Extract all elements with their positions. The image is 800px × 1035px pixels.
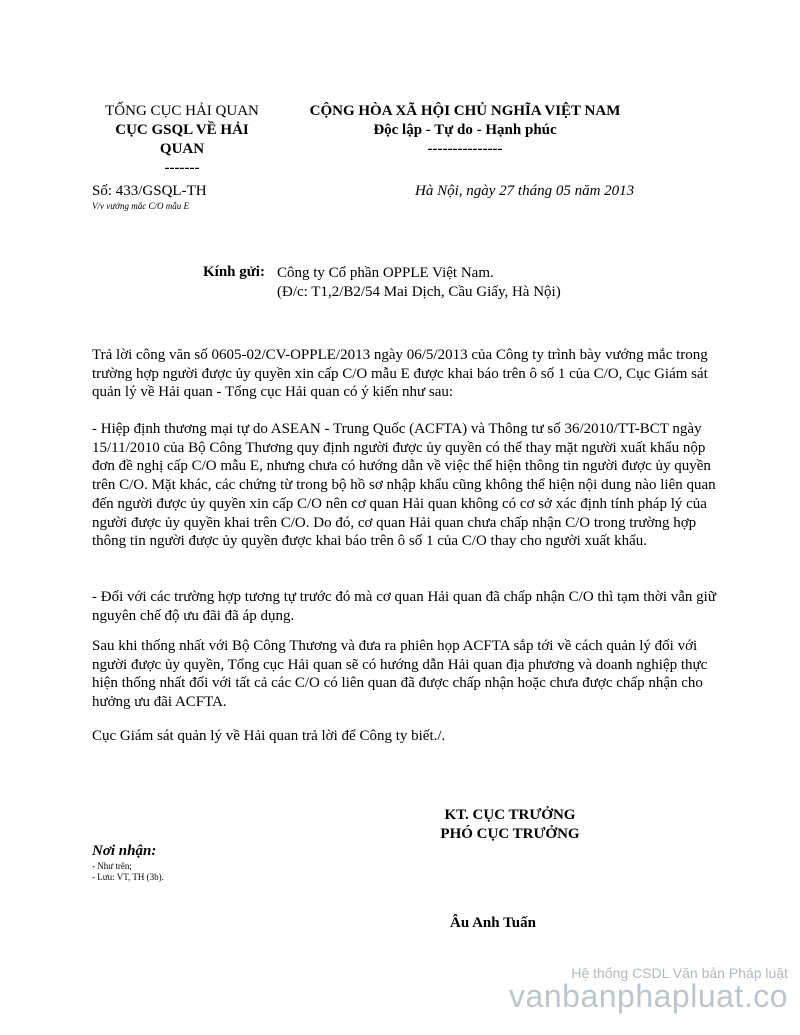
- body-paragraph-1: Trả lời công văn số 0605-02/CV-OPPLE/2013 ngày 06/5/2013 của Công ty trình bày vướng mắc trong trường hợp người được ủy quyền xin cấp C/O mẫu E được khai báo trên ô số 1 của C/O, Cục Giám sát quản lý về Hải quan - Tổng cục Hải quan có ý kiến như sau:: [92, 347, 708, 401]
- recipient-name: Công ty Cổ phần OPPLE Việt Nam.: [277, 265, 494, 281]
- agency-header: [92, 102, 272, 178]
- recipient-address: (Đ/c: T1,2/B2/54 Mai Dịch, Cầu Giấy, Hà Nội): [277, 284, 561, 300]
- watermark-caption: Hệ thống CSDL Văn bản Pháp luật: [571, 965, 788, 981]
- republic-header: [280, 102, 650, 159]
- document-subject: V/v vướng mắc C/O mẫu E: [92, 201, 189, 211]
- recipients-item: - Lưu: VT, TH (3b).: [92, 872, 164, 882]
- agency-name: CỤC GSQL VỀ HẢI QUAN: [115, 122, 249, 157]
- watermark-site: vanbanphapluat.co: [509, 978, 788, 1014]
- signer-title-line2: PHÓ CỤC TRƯỞNG: [440, 826, 580, 842]
- motto-divider: ---------------: [427, 141, 503, 157]
- national-motto: Độc lập - Tự do - Hạnh phúc: [373, 122, 557, 138]
- document-date: Hà Nội, ngày 27 tháng 05 năm 2013: [415, 183, 635, 199]
- body-paragraph-2: - Hiệp định thương mại tự do ASEAN - Trung Quốc (ACFTA) và Thông tư số 36/2010/TT-BCT ngày 15/11/2010 của Bộ Công Thương quy định người được ủy quyền có thể thay mặt người xuất khẩu nộp đơn đề nghị cấp C/O mẫu E, nhưng chưa có hướng dẫn về việc thể hiện thông tin người được ủy quyền trên C/O. Mặt khác, các chứng từ trong bộ hồ sơ nhập khẩu cũng không thể hiện nội dung nào liên quan đến người được ủy quyền xin cấp C/O nên cơ quan Hải quan không có cơ sở xác định tính pháp lý của người được ủy quyền khai trên C/O. Do đó, cơ quan Hải quan chưa chấp nhận C/O trong trường hợp thông tin người được ủy quyền được khai báo trên ô số 1 của C/O thay cho người xuất khẩu.: [92, 421, 716, 550]
- recipients-title: Nơi nhận:: [92, 843, 157, 859]
- signer-title-block: [420, 806, 600, 844]
- signer-title-line1: KT. CỤC TRƯỞNG: [444, 807, 576, 823]
- agency-divider: -------: [164, 160, 200, 176]
- recipient-label: Kính gửi:: [203, 264, 265, 280]
- signer-name: Âu Anh Tuấn: [450, 915, 536, 931]
- document-number: Số: 433/GSQL-TH: [92, 183, 207, 199]
- republic-name: CỘNG HÒA XÃ HỘI CHỦ NGHĨA VIỆT NAM: [309, 103, 621, 119]
- recipients-item: - Như trên;: [92, 861, 132, 871]
- agency-parent: TỔNG CỤC HẢI QUAN: [105, 103, 259, 119]
- body-paragraph-4: Sau khi thống nhất với Bộ Công Thương và đưa ra phiên họp ACFTA sắp tới về cách quản lý đối với người được ủy quyền, Tổng cục Hải quan sẽ có hướng dẫn Hải quan địa phương và doanh nghiệp thực hiện thống nhất đối với tất cả các C/O có liên quan đã được chấp nhận hoặc chưa được chấp nhận cho hưởng ưu đãi ACFTA.: [92, 638, 708, 711]
- recipients-list: [92, 861, 164, 883]
- recipient-block: [277, 264, 561, 302]
- body-paragraph-3: - Đối với các trường hợp tương tự trước đó mà cơ quan Hải quan đã chấp nhận C/O thì tạm thời vẫn giữ nguyên chế độ ưu đãi đã áp dụng.: [92, 589, 716, 624]
- body-paragraph-5: Cục Giám sát quản lý về Hải quan trả lời để Công ty biết./.: [92, 728, 446, 744]
